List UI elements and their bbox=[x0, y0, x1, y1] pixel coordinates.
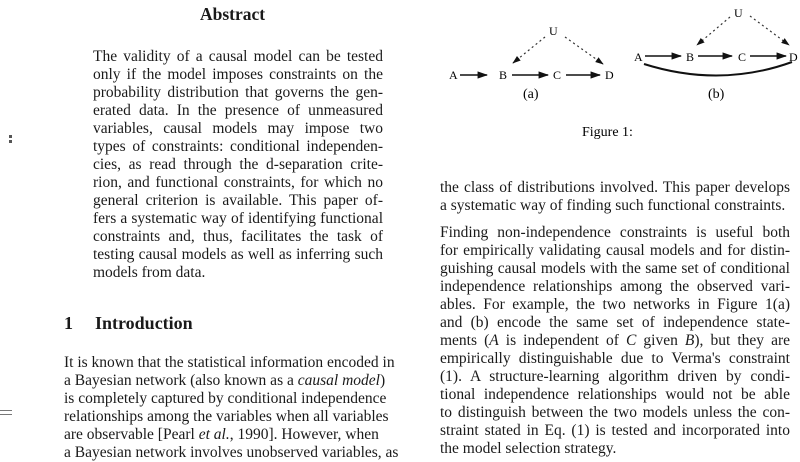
section-number: 1 bbox=[64, 313, 73, 333]
node-a: A bbox=[634, 50, 643, 64]
abstract-line: erated data. In the presence of unmeasured bbox=[93, 102, 383, 119]
intro-line-text: , 1990]. However, when bbox=[229, 426, 379, 443]
section-title: Introduction bbox=[95, 313, 193, 333]
abstract-title: Abstract bbox=[200, 4, 266, 24]
node-d: D bbox=[605, 68, 614, 82]
node-c: C bbox=[738, 50, 747, 64]
abstract-line: models from data. bbox=[93, 264, 206, 281]
math-var-b: B bbox=[684, 332, 695, 349]
abstract-line: fers a systematic way of identifying functional bbox=[93, 210, 383, 227]
body-line: a systematic way of finding such functional constraints. bbox=[440, 197, 786, 214]
figure-panel-b bbox=[634, 6, 798, 102]
body-line: the class of distributions involved. This paper develops bbox=[440, 179, 790, 196]
body-line: to distinguish between the two models unless the con- bbox=[440, 404, 790, 421]
abstract-line: probability distribution that governs the gen- bbox=[93, 84, 383, 101]
body-line: tional independence relationships would not be able bbox=[440, 386, 790, 403]
body-text: ments ( bbox=[440, 332, 490, 349]
intro-line: It is known that the statistical information encoded in bbox=[64, 354, 395, 371]
node-u: U bbox=[549, 24, 558, 38]
intro-italic-term: causal model bbox=[297, 372, 380, 389]
citation-et-al: et al. bbox=[198, 426, 230, 443]
node-b: B bbox=[499, 68, 508, 82]
abstract-line: types of constraints: conditional independen- bbox=[93, 138, 383, 155]
body-line: for empirically validating causal models and for distin- bbox=[440, 242, 790, 259]
intro-line: a Bayesian network involves unobserved variables, as bbox=[64, 444, 399, 461]
node-d: D bbox=[789, 50, 798, 64]
intro-line: is completely captured by conditional independence bbox=[64, 390, 387, 407]
abstract-line: rion, and functional constraints, for which no bbox=[93, 174, 383, 191]
node-a: A bbox=[449, 68, 458, 82]
abstract-line: cies, as read through the d-separation crite- bbox=[93, 156, 383, 173]
intro-line: relationships among the variables when all variables bbox=[64, 408, 389, 425]
intro-line-text: a Bayesian network (also known as a bbox=[64, 372, 298, 389]
body-line: independence relationships among the observed vari- bbox=[440, 278, 790, 295]
body-text: given bbox=[636, 332, 685, 349]
introduction-body bbox=[0, 0, 399, 461]
body-text: ), but they are bbox=[694, 332, 790, 349]
body-line: ables. For example, the two networks in Figure 1(a) bbox=[440, 296, 790, 313]
abstract-line: testing causal models as well as inferring such bbox=[93, 246, 383, 263]
body-line bbox=[440, 332, 790, 350]
intro-line bbox=[64, 426, 404, 444]
body-line: Finding non-independence constraints is useful both bbox=[440, 224, 790, 241]
body-line: guishing causal models with the same set of conditional bbox=[440, 260, 790, 277]
node-u: U bbox=[734, 6, 743, 20]
abstract-line: The validity of a causal model can be tested bbox=[93, 48, 383, 65]
intro-line-text: ) bbox=[379, 372, 386, 389]
body-line: (1). A structure-learning algorithm driven by condi- bbox=[440, 368, 790, 385]
figure-1 bbox=[420, 0, 800, 140]
abstract-line: only if the model imposes constraints on the bbox=[93, 66, 383, 83]
node-c: C bbox=[553, 68, 562, 82]
math-var-c: C bbox=[625, 332, 637, 349]
node-b: B bbox=[686, 50, 695, 64]
intro-line bbox=[64, 372, 404, 390]
abstract-line: variables, causal models may impose two bbox=[93, 120, 383, 137]
math-var-a: A bbox=[489, 332, 499, 349]
figure-caption: Figure 1: bbox=[582, 125, 633, 140]
body-line: straint stated in Eq. (1) is tested and incorporated into bbox=[440, 422, 790, 439]
figure-panel-a bbox=[449, 24, 614, 102]
body-text: is independent of bbox=[498, 332, 626, 349]
panel-b-label: (b) bbox=[708, 87, 725, 102]
body-line: the model selection strategy. bbox=[440, 440, 617, 457]
body-line: empirically distinguishable due to Verma's constraint bbox=[440, 350, 790, 367]
intro-line-text: are observable [Pearl bbox=[64, 426, 199, 443]
abstract-line: constraints and, thus, facilitates the task of bbox=[93, 228, 383, 245]
body-line: and (b) encode the same set of independence state- bbox=[440, 314, 790, 331]
panel-a-label: (a) bbox=[523, 87, 539, 102]
abstract-line: general criterion is available. This paper of- bbox=[93, 192, 383, 209]
